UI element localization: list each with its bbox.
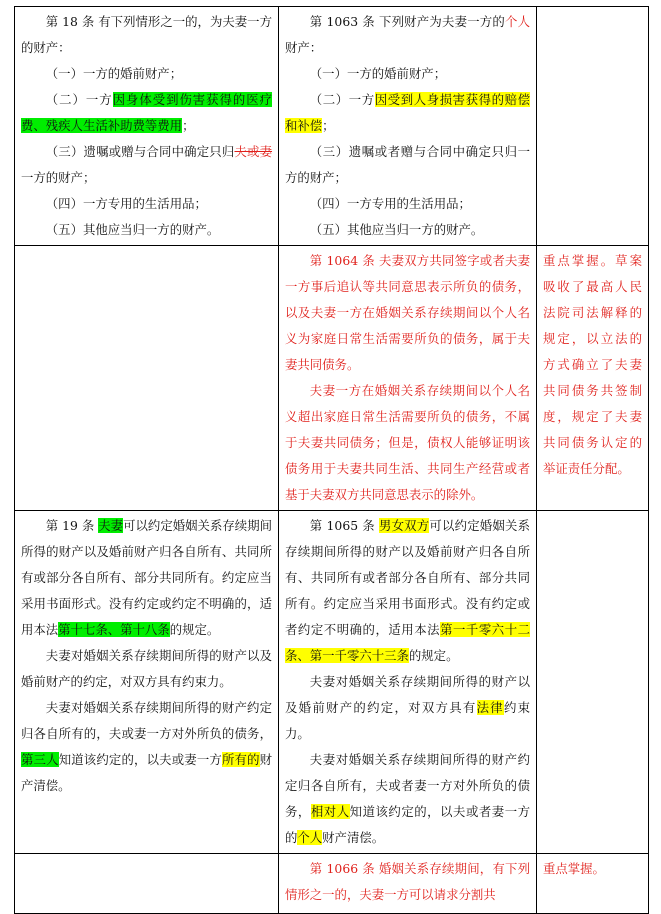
new-item: （五）其他应当归一方的财产。 <box>309 222 484 237</box>
text: 的规定。 <box>408 648 459 663</box>
new-law-cell <box>279 7 537 246</box>
text: （三）遗嘱或赠与合同中确定只归 <box>45 144 235 159</box>
new-article-text <box>285 513 530 669</box>
new-law-cell <box>279 511 537 854</box>
green-highlight: 夫妻 <box>98 518 124 533</box>
deleted-text: 夫或妻 <box>234 144 273 159</box>
text: 财产清偿。 <box>21 752 273 793</box>
old-item <box>21 139 272 191</box>
text: 可以约定婚姻关系存续期间所得的财产以及婚前财产归各自所有、共同所有或者部分各自所有、部分共同所有。约定应当采用书面形式。没有约定或者约定不明确的，适用本法 <box>285 518 530 637</box>
new-article-text: 第 1066 条 婚姻关系存续期间，有下列情形之一的，夫妻一方可以请求分割共 <box>285 861 530 902</box>
table-row <box>15 7 649 246</box>
red-text: 个人 <box>505 14 530 29</box>
new-item: （一）一方的婚前财产； <box>309 66 447 81</box>
yellow-highlight: 法律 <box>476 700 504 715</box>
old-article-text <box>21 695 272 799</box>
text: 一方的财产； <box>21 170 96 185</box>
note-cell <box>537 854 649 914</box>
text: 的规定。 <box>169 622 220 637</box>
text: 财产： <box>285 40 323 55</box>
table-row <box>15 854 649 914</box>
green-highlight: 第十七条、第十八条 <box>58 622 170 637</box>
new-article-heading <box>285 9 530 61</box>
green-highlight: 第三人 <box>21 752 59 767</box>
yellow-highlight: 男女双方 <box>378 518 430 533</box>
note-cell <box>537 511 649 854</box>
table-row <box>15 246 649 511</box>
text: 夫妻对婚姻关系存续期间所得的财产约定归各自所有的，夫或妻一方对外所负的债务， <box>21 700 272 741</box>
table-row <box>15 511 649 854</box>
note-cell <box>537 7 649 246</box>
new-law-cell <box>279 854 537 914</box>
new-item <box>285 87 530 139</box>
old-item <box>21 87 272 139</box>
old-law-cell <box>15 7 279 246</box>
old-law-cell <box>15 511 279 854</box>
old-law-cell <box>15 854 279 914</box>
yellow-highlight: 相对人 <box>310 804 350 819</box>
old-article-heading: 第 18 条 有下列情形之一的，为夫妻一方的财产： <box>21 14 272 55</box>
old-law-cell <box>15 246 279 511</box>
text: 第 1065 条 <box>309 518 379 533</box>
text: 第 19 条 <box>45 518 99 533</box>
text: （二）一方 <box>45 92 113 107</box>
yellow-highlight: 所有的 <box>221 752 260 767</box>
text: 知道该约定的，以夫或者妻一方的 <box>285 804 531 845</box>
text: 夫妻对婚姻关系存续期间所得的财产以及婚前财产的约定，对双方具有 <box>285 674 530 715</box>
old-article-text <box>21 513 272 643</box>
yellow-highlight: 因受到人身损害获得的赔偿和补偿 <box>285 92 531 133</box>
text: 财产清偿。 <box>322 830 385 845</box>
new-law-cell <box>279 246 537 511</box>
text: 夫妻对婚姻关系存续期间所得的财产约定归各自所有，夫或者妻一方对外所负的债务， <box>285 752 530 819</box>
comparison-table <box>14 6 649 914</box>
new-article-text <box>285 747 530 851</box>
text: 第 1063 条 下列财产为夫妻一方的 <box>309 14 505 29</box>
new-item: （三）遗嘱或者赠与合同中确定只归一方的财产； <box>285 144 530 185</box>
text: ； <box>322 118 335 133</box>
old-article-text: 夫妻对婚姻关系存续期间所得的财产以及婚前财产的约定，对双方具有约束力。 <box>21 648 272 689</box>
yellow-highlight: 个人 <box>297 830 323 845</box>
old-item: （一）一方的婚前财产； <box>45 66 183 81</box>
yellow-highlight: 第一千零六十二条、第一千零六十三条 <box>285 622 531 663</box>
new-article-text: 夫妻一方在婚姻关系存续期间以个人名义超出家庭日常生活需要所负的债务，不属于夫妻共同债务；但是，债权人能够证明该债务用于夫妻共同生活、共同生产经营或者基于夫妻双方共同意思表示的除外。 <box>285 383 530 502</box>
old-item: （四）一方专用的生活用品； <box>45 196 207 211</box>
text: ； <box>182 118 195 133</box>
text: 可以约定婚姻关系存续期间所得的财产以及婚前财产归各自所有、共同所有或部分各自所有、部分共同所有。约定应当采用书面形式。没有约定或约定不明确的，适用本法 <box>21 518 273 637</box>
note-text: 重点掌握。 <box>543 861 605 876</box>
text: （二）一方 <box>309 92 375 107</box>
note-text: 重点掌握。草案吸收了最高人民法院司法解释的规定，以立法的方式确立了夫妻共同债务共签制度，规定了夫妻共同债务认定的举证责任分配。 <box>543 253 642 476</box>
old-item: （五）其他应当归一方的财产。 <box>45 222 220 237</box>
new-item: （四）一方专用的生活用品； <box>309 196 471 211</box>
text: 约束力。 <box>285 700 531 741</box>
new-article-text: 第 1064 条 夫妻双方共同签字或者夫妻一方事后追认等共同意思表示所负的债务，以及夫妻一方在婚姻关系存续期间以个人名义为家庭日常生活需要所负的债务，属于夫妻共同债务。 <box>285 253 530 372</box>
new-article-text <box>285 669 530 747</box>
text: 知道该约定的，以夫或妻一方 <box>58 752 222 767</box>
note-cell <box>537 246 649 511</box>
green-highlight: 因身体受到伤害获得的医疗费、残疾人生活补助费等费用 <box>21 92 273 133</box>
